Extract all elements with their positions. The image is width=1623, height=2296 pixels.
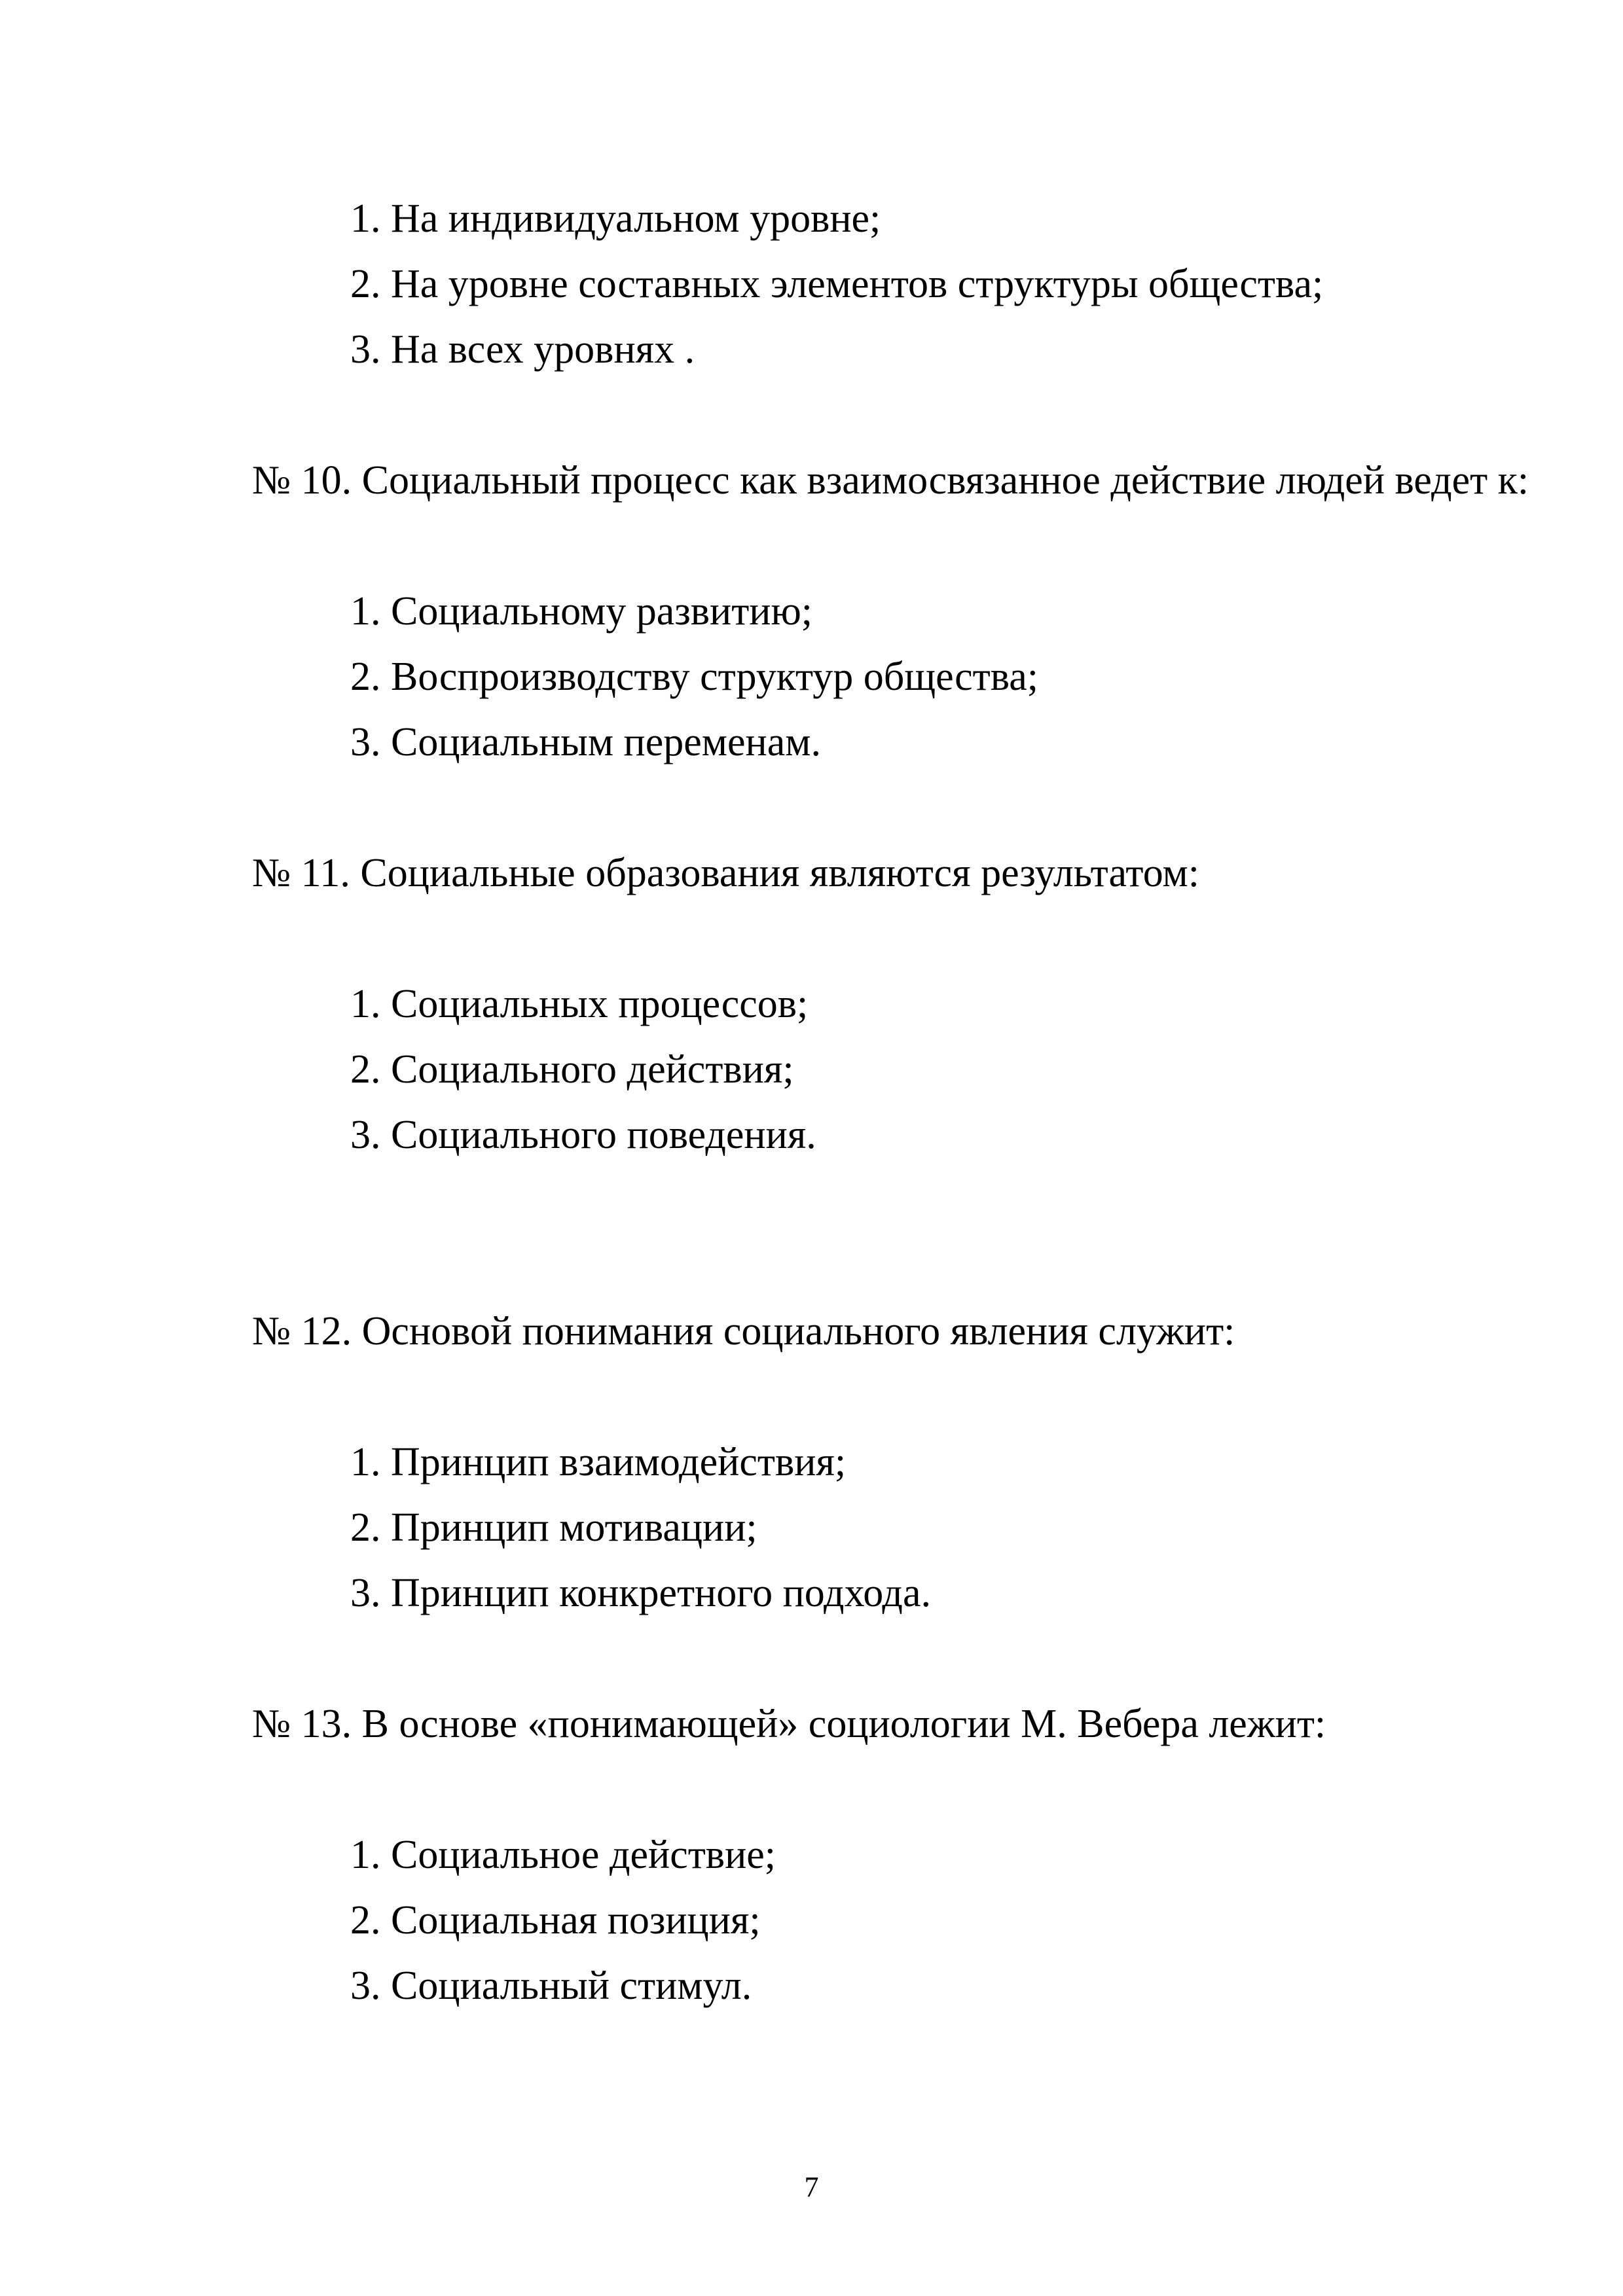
page-number: 7 bbox=[804, 2171, 819, 2203]
answer-option: 1. Социальному развитию; bbox=[350, 589, 813, 634]
answer-option: 3. На всех уровнях . bbox=[350, 327, 695, 372]
question-12-title: № 12. Основой понимания социального явления служит: bbox=[252, 1309, 1235, 1354]
question-11-title: № 11. Социальные образования являются результатом: bbox=[252, 851, 1199, 895]
answer-option: 2. На уровне составных элементов структуры общества; bbox=[350, 262, 1324, 306]
answer-option: 1. На индивидуальном уровне; bbox=[350, 196, 881, 241]
question-13-title: № 13. В основе «понимающей» социологии М. Вебера лежит: bbox=[252, 1702, 1326, 1746]
answer-option: 2. Социальная позиция; bbox=[350, 1898, 761, 1943]
answer-option: 2. Социального действия; bbox=[350, 1047, 794, 1092]
answer-option: 2. Принцип мотивации; bbox=[350, 1505, 757, 1550]
answer-option: 3. Социальный стимул. bbox=[350, 1964, 752, 2008]
answer-option: 3. Принцип конкретного подхода. bbox=[350, 1571, 931, 1615]
answer-option: 1. Принцип взаимодействия; bbox=[350, 1440, 847, 1484]
answer-option: 3. Социального поведения. bbox=[350, 1113, 816, 1157]
answer-option: 3. Социальным переменам. bbox=[350, 720, 821, 764]
answer-option: 2. Воспроизводству структур общества; bbox=[350, 655, 1038, 699]
answer-option: 1. Социальных процессов; bbox=[350, 982, 809, 1026]
answer-option: 1. Социальное действие; bbox=[350, 1833, 776, 1877]
question-10-title: № 10. Социальный процесс как взаимосвязанное действие людей ведет к: bbox=[252, 458, 1529, 503]
